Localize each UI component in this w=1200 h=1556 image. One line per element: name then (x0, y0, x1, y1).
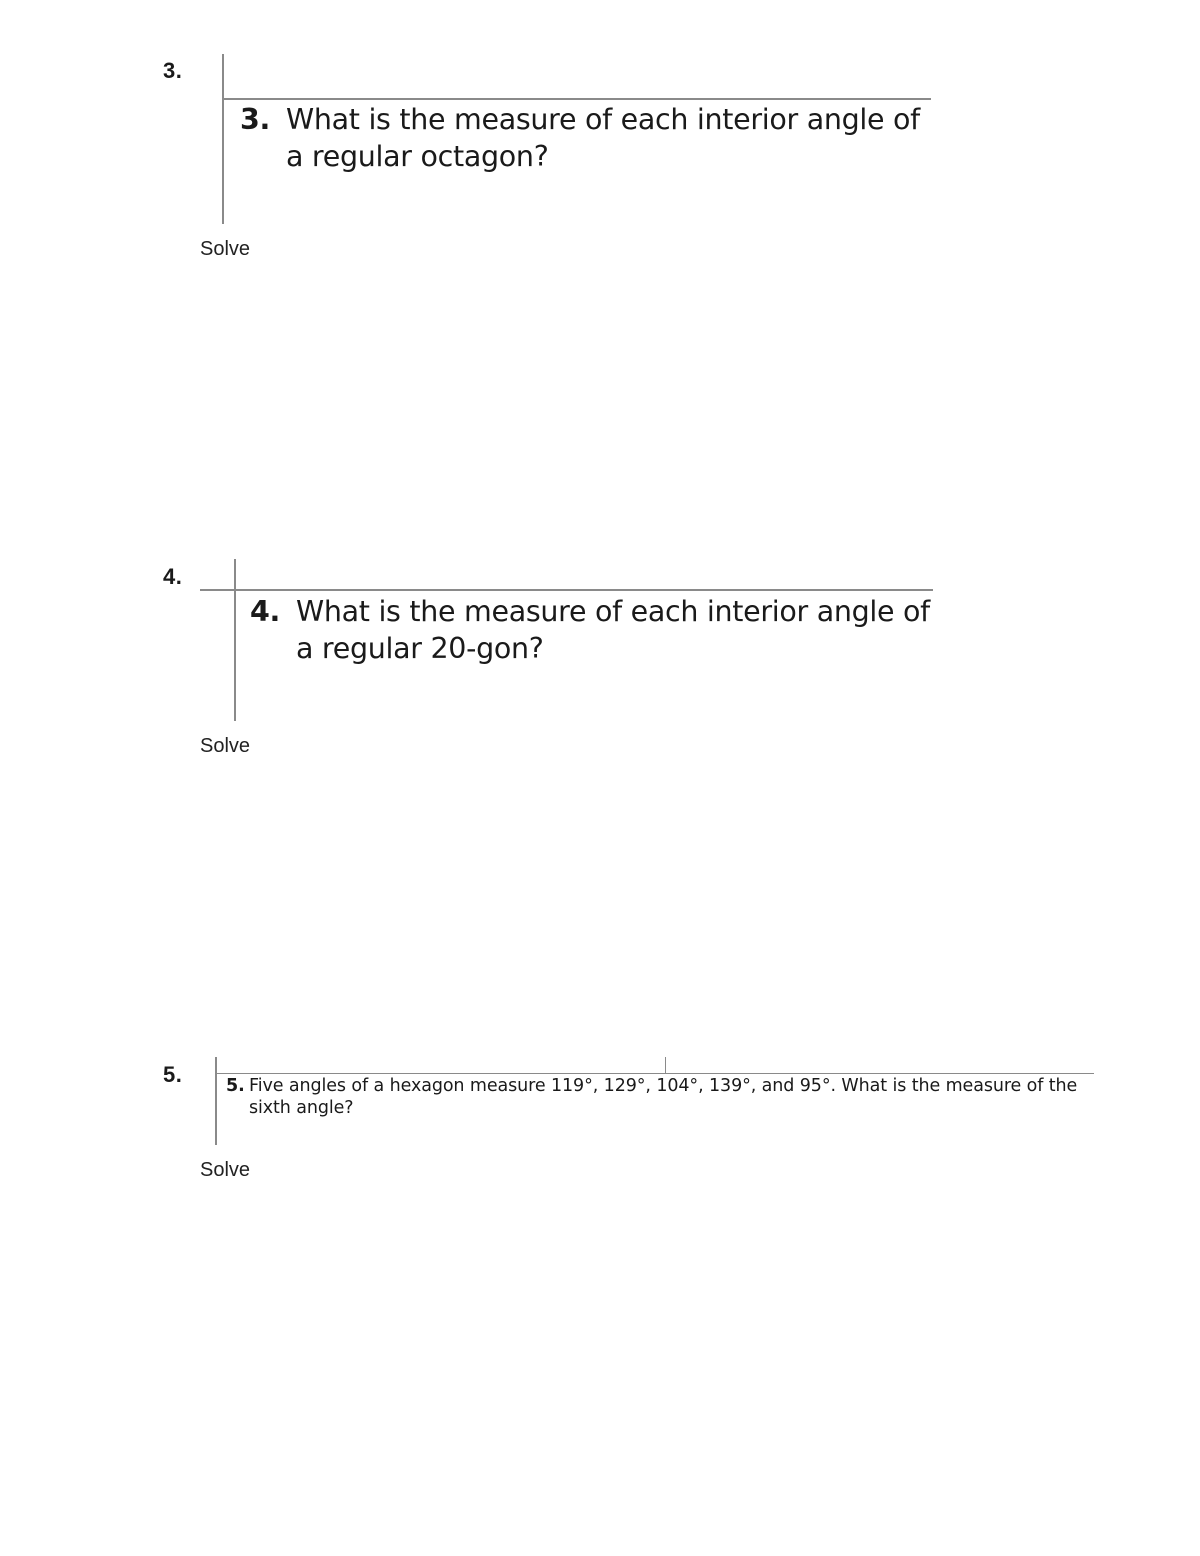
question-number-label: 3. (240, 103, 271, 136)
solve-label-5: Solve (200, 1159, 251, 1181)
question-line-1: What is the measure of each interior angle of (296, 595, 930, 628)
image-border-horizontal (224, 98, 931, 100)
image-border-vertical (234, 559, 236, 721)
image-border-horizontal (217, 1073, 1094, 1074)
problem-number-5: 5. (163, 1062, 183, 1087)
solve-label-3: Solve (200, 238, 251, 260)
image-border-vertical (215, 1057, 217, 1145)
question-number-label: 4. (250, 595, 281, 628)
question-line-2: sixth angle? (249, 1098, 354, 1118)
question-line-2: a regular 20-gon? (296, 632, 544, 665)
question-line-1: Five angles of a hexagon measure 119°, 129°, 104°, 139°, and 95°. What is the measure of the (249, 1076, 1078, 1096)
image-border-horizontal (200, 589, 933, 591)
solve-label-4: Solve (200, 735, 251, 757)
question-text-3 (240, 101, 920, 175)
problem-number-4: 4. (163, 564, 183, 589)
question-number-label: 5. (226, 1076, 245, 1096)
problem-number-3: 3. (163, 58, 183, 83)
image-border-tick (665, 1057, 666, 1073)
image-border-vertical (222, 54, 224, 224)
question-text-5 (226, 1075, 1077, 1119)
question-text-4 (250, 593, 930, 667)
question-line-1: What is the measure of each interior angle of (286, 103, 920, 136)
question-line-2: a regular octagon? (286, 140, 549, 173)
